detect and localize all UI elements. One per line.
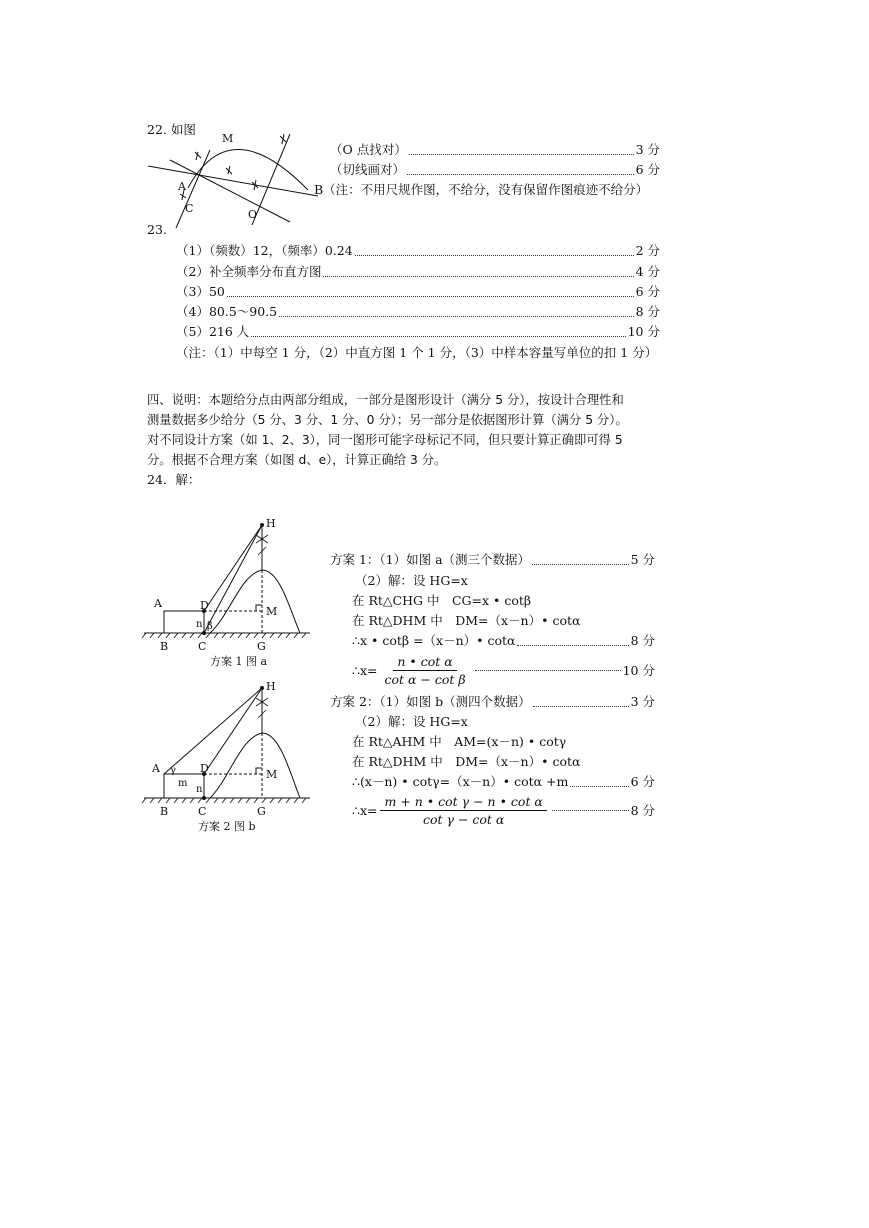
q22-figure — [140, 130, 325, 240]
plan1-result: ∴x= $\frac{\text{n • cot α}}{\text{cot α − cot β}}$ 10 分 — [352, 653, 655, 687]
plan1-title: 方案 1：（1）如图 a（测三个数据） 5 分 — [330, 552, 655, 567]
q23-note: （注：（1）中每空 1 分，（2）中直方图 1 个 1 分，（3）中样本容量写单位的扣 1 分） — [176, 345, 658, 360]
figb-label-D: D — [200, 762, 209, 775]
plan2-step2: （2）解：设 HG=x — [355, 714, 468, 729]
figa-label-D: D — [200, 599, 209, 612]
q22-line-2: （切线画对） 6 分 — [330, 162, 660, 177]
q24-header: 24．解： — [147, 472, 201, 487]
figa-caption: 方案 1 图 a — [210, 655, 268, 668]
figure-b — [140, 678, 315, 838]
figa-label-B: B — [160, 640, 169, 653]
figa-label-H: H — [266, 517, 276, 530]
figb-label-B: B — [160, 805, 169, 818]
q22-label-A: A — [178, 180, 186, 193]
q23-item-4: （4）80.5～90.5 8 分 — [176, 304, 660, 319]
q23-header: 23. — [147, 222, 167, 237]
figb-label-H: H — [266, 680, 276, 693]
plan2-line-3: ∴(x－n) • cotγ=（x－n）• cotα +m 6 分 — [352, 774, 655, 789]
figb-label-G: G — [257, 805, 266, 818]
plan2-title: 方案 2：（1）如图 b（测四个数据） 3 分 — [330, 694, 655, 709]
figa-label-A: A — [154, 597, 162, 610]
figb-label-n: n — [196, 784, 203, 795]
plan1-line-3: ∴x • cotβ =（x－n）• cotα 8 分 — [352, 633, 655, 648]
plan2-result: ∴x= $\frac{\text{m + n • cot γ − n • cot α}}{\text{cot γ − cot α}}$ 8 分 — [352, 793, 655, 827]
figure-a — [140, 515, 315, 675]
figb-label-M: M — [266, 768, 278, 781]
figa-label-G: G — [257, 640, 266, 653]
figb-label-m: m — [178, 778, 188, 789]
figa-label-n: n — [196, 619, 203, 630]
figb-caption: 方案 2 图 b — [198, 820, 256, 833]
figa-label-M: M — [266, 605, 278, 618]
figa-label-beta: β — [207, 621, 213, 632]
plan2-fraction: $\frac{\text{m + n • cot γ − n • cot α}}{\text{cot γ − cot α}}$ — [380, 794, 546, 827]
q23-item-5: （5）216 人 10 分 — [176, 324, 660, 339]
q22-note: B（注：不用尺规作图，不给分，没有保留作图痕迹不给分） — [314, 182, 649, 197]
q22-line-1: （O 点找对） 3 分 — [330, 142, 660, 157]
q22-label-C: C — [185, 202, 194, 215]
q22-label-M: M — [222, 132, 234, 145]
plan1-line-2: 在 Rt△DHM 中 DM=（x－n）• cotα — [352, 613, 581, 628]
plan2-line-1: 在 Rt△AHM 中 AM=(x－n) • cotγ — [352, 734, 567, 749]
q23-item-2: （2）补全频率分布直方图 4 分 — [176, 264, 660, 279]
q23-item-1: （1）（频数）12，（频率）0.24 2 分 — [176, 243, 660, 258]
q22-header: 22. 如图 — [147, 122, 196, 137]
section4-line-3: 对不同设计方案（如 1、2、3），同一图形可能字母标记不同，但只要计算正确即可得 5 — [147, 433, 623, 447]
q23-item-3: （3）50 6 分 — [176, 284, 660, 299]
figb-label-gamma: γ — [170, 765, 176, 776]
section4-line-4: 分。根据不合理方案（如图 d、e），计算正确给 3 分。 — [147, 453, 447, 467]
q22-label-O: O — [248, 208, 258, 221]
plan1-step2: （2）解：设 HG=x — [355, 573, 468, 588]
plan2-line-2: 在 Rt△DHM 中 DM=（x－n）• cotα — [352, 754, 581, 769]
figb-label-C: C — [198, 805, 207, 818]
figb-label-A: A — [152, 762, 160, 775]
section4-line-2: 测量数据多少给分（5 分、3 分、1 分、0 分）；另一部分是依据图形计算（满分 5 分）。 — [147, 413, 628, 427]
plan1-fraction: $\frac{\text{n • cot α}}{\text{cot α − cot β}}$ — [384, 653, 466, 687]
section4-line-1: 四、说明：本题给分点由两部分组成，一部分是图形设计（满分 5 分），按设计合理性和 — [147, 393, 624, 407]
plan1-line-1: 在 Rt△CHG 中 CG=x • cotβ — [352, 593, 532, 608]
figa-label-C: C — [198, 640, 207, 653]
